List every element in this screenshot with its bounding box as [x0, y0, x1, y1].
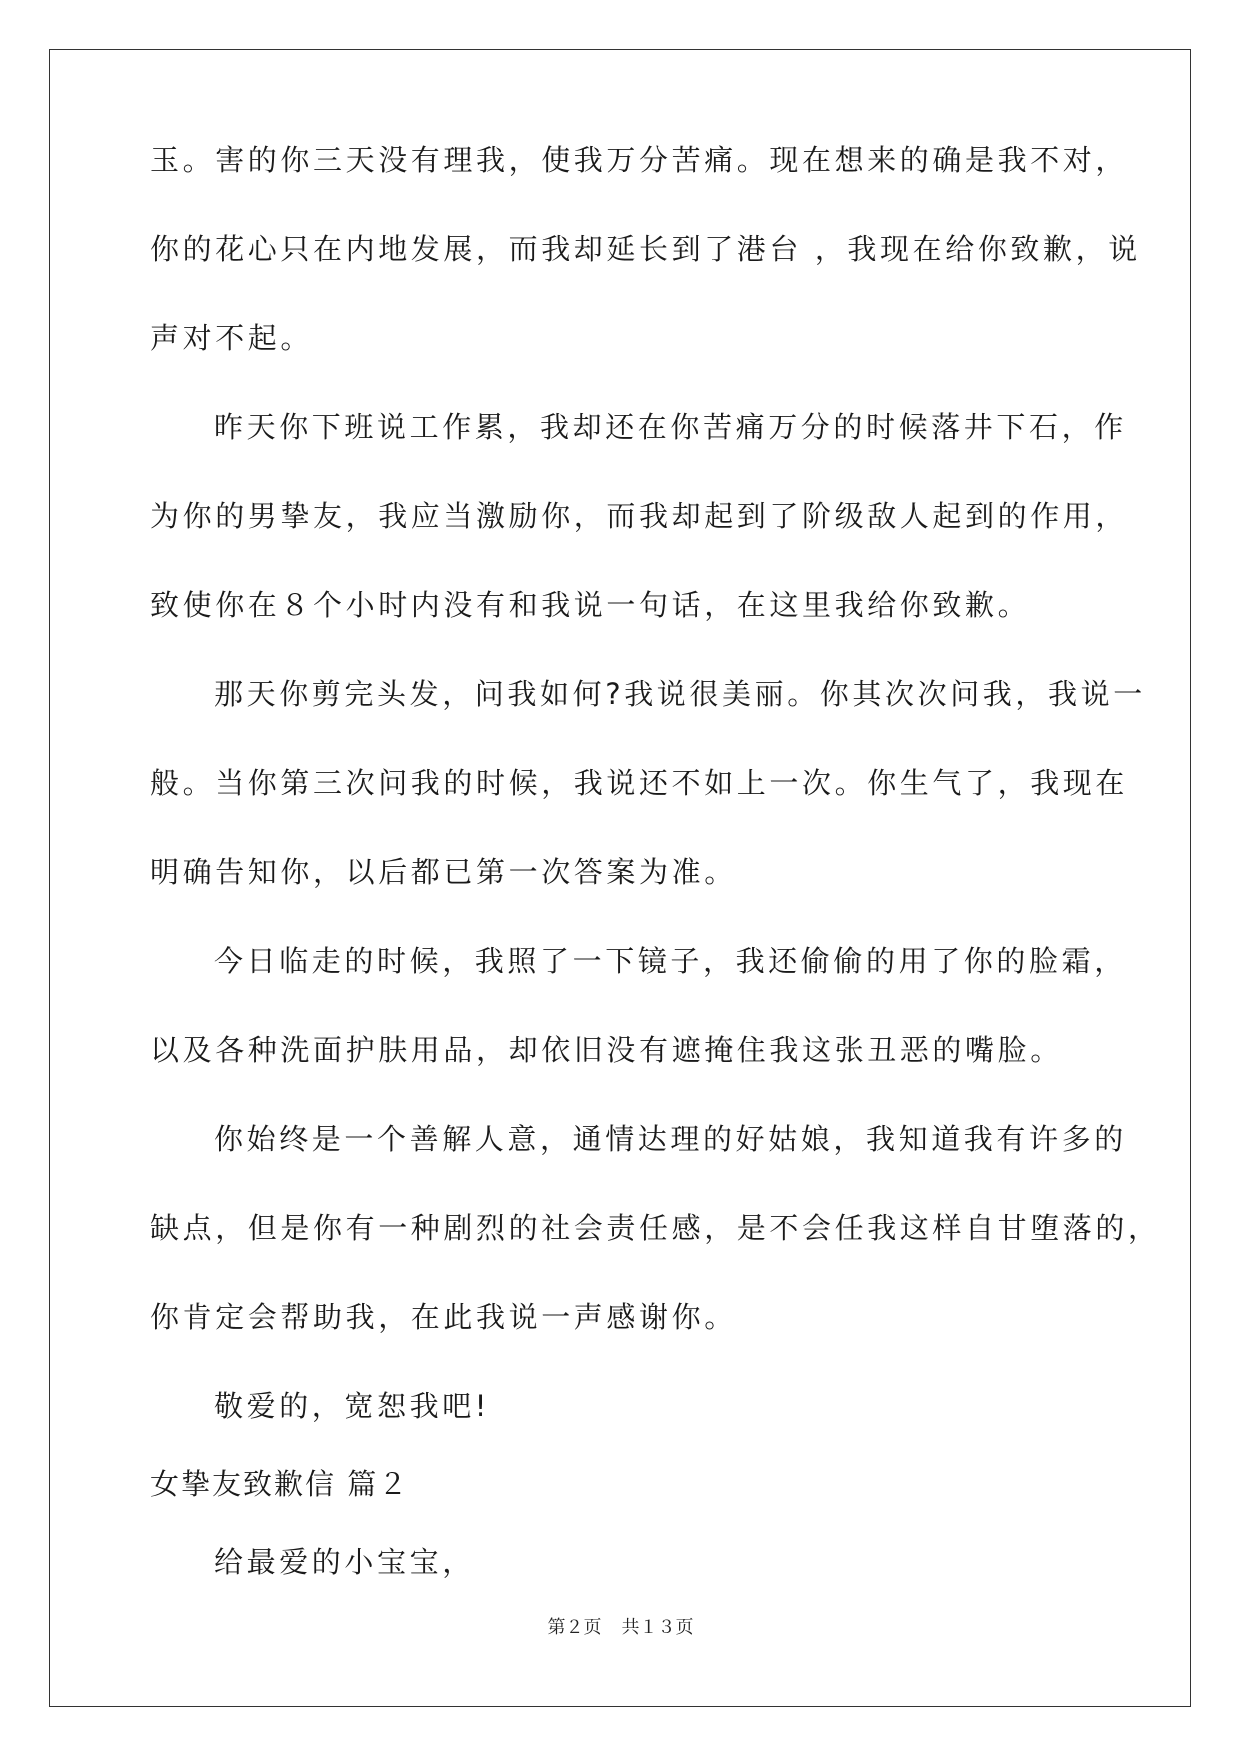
text-line-13: 缺点，但是你有一种剧烈的社会责任感，是不会任我这样自甘堕落的，	[150, 1211, 1161, 1245]
text-line-9: 明确告知你，以后都已第一次答案为准。	[150, 855, 737, 889]
page-footer	[0, 1613, 1241, 1639]
text-line-4: 昨天你下班说工作累，我却还在你苦痛万分的时候落井下石，作	[214, 410, 1127, 444]
text-line-2: 你的花心只在内地发展，而我却延长到了港台 ，我现在给你致歉，说	[150, 232, 1141, 266]
text-line-7: 那天你剪完头发，问我如何?我说很美丽。你其次次问我，我说一	[214, 677, 1146, 711]
text-line-6: 致使你在８个小时内没有和我说一句话，在这里我给你致歉。	[150, 588, 1031, 622]
text-line-15: 敬爱的，宽恕我吧!	[214, 1389, 491, 1423]
text-line-14: 你肯定会帮助我，在此我说一声感谢你。	[150, 1300, 737, 1334]
text-line-8: 般。当你第三次问我的时候，我说还不如上一次。你生气了，我现在	[150, 766, 1129, 800]
page-total: 共１３页	[621, 1617, 694, 1638]
text-line-12: 你始终是一个善解人意，通情达理的好姑娘，我知道我有许多的	[214, 1122, 1127, 1156]
section-heading: 女挚友致歉信 篇２	[150, 1467, 410, 1501]
page-number: 第２页	[547, 1617, 602, 1638]
text-line-17: 给最爱的小宝宝，	[214, 1545, 475, 1579]
text-line-5: 为你的男挚友，我应当激励你，而我却起到了阶级敌人起到的作用，	[150, 499, 1129, 533]
text-line-1: 玉。害的你三天没有理我，使我万分苦痛。现在想来的确是我不对，	[150, 143, 1129, 177]
text-line-3: 声对不起。	[150, 321, 314, 355]
text-line-10: 今日临走的时候，我照了一下镜子，我还偷偷的用了你的脸霜，	[214, 944, 1127, 978]
text-line-11: 以及各种洗面护肤用品，却依旧没有遮掩住我这张丑恶的嘴脸。	[150, 1033, 1063, 1067]
